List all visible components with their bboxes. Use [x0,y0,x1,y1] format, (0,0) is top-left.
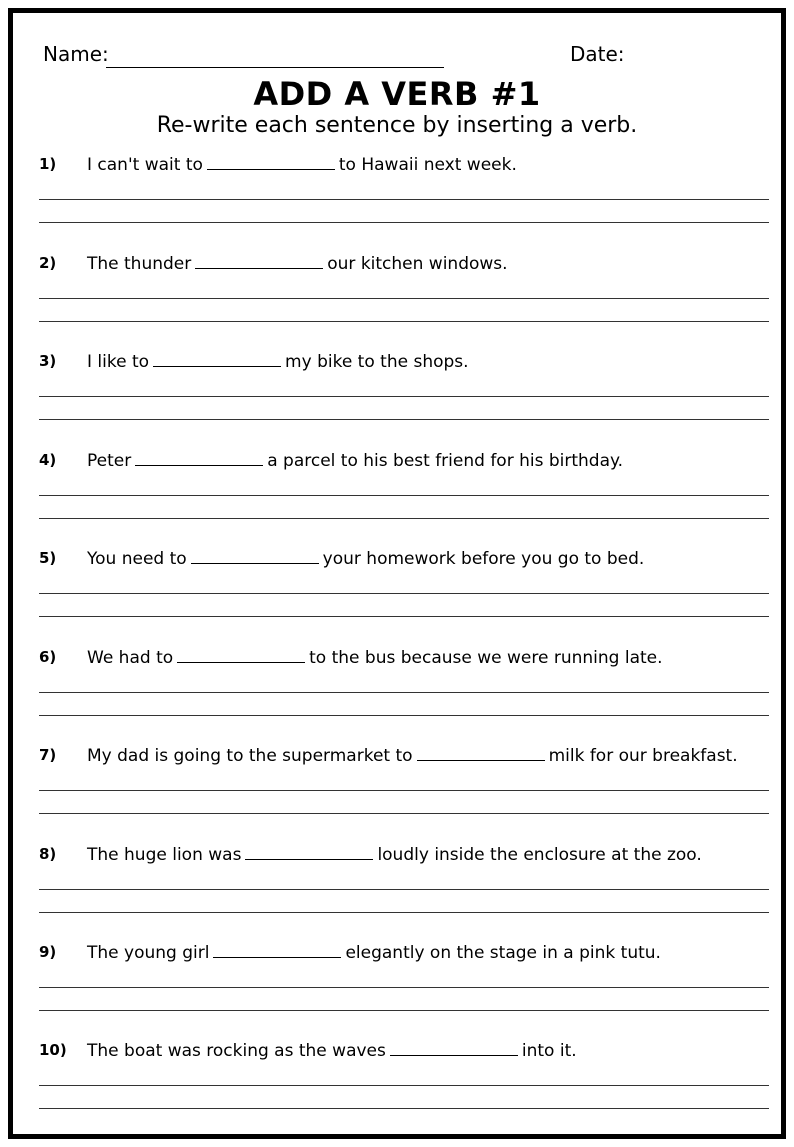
sentence-start: You need to [87,549,187,569]
writing-line [39,396,769,397]
question-5 [13,549,781,644]
question-sentence [87,648,663,668]
question-sentence [87,1041,577,1061]
question-sentence [87,549,644,569]
writing-line [39,1108,769,1109]
answer-blank [207,155,335,170]
sentence-end: our kitchen windows. [327,254,508,274]
answer-blank [245,845,373,860]
question-number: 5) [39,549,57,567]
answer-blank [177,648,305,663]
question-2 [13,254,781,349]
question-sentence [87,352,469,372]
name-line [106,67,444,68]
answer-blank [417,746,545,761]
writing-line [39,813,769,814]
question-number: 4) [39,451,57,469]
sentence-start: Peter [87,451,132,471]
question-6 [13,648,781,743]
writing-line [39,1010,769,1011]
question-number: 1) [39,155,57,173]
writing-line [39,199,769,200]
question-sentence [87,451,623,471]
question-9 [13,943,781,1038]
question-number: 6) [39,648,57,666]
sentence-start: The young girl [87,943,210,963]
writing-line [39,495,769,496]
answer-blank [213,943,341,958]
answer-blank [390,1041,518,1056]
worksheet-title: ADD A VERB #1 [253,75,541,113]
question-sentence [87,746,738,766]
answer-blank [195,254,323,269]
sentence-end: a parcel to his best friend for his birthday. [267,451,624,471]
sentence-start: I like to [87,352,150,372]
date-label: Date: [570,42,625,66]
writing-line [39,692,769,693]
sentence-start: We had to [87,648,174,668]
sentence-start: The huge lion was [87,845,242,865]
question-sentence [87,155,517,175]
question-1 [13,155,781,250]
writing-line [39,790,769,791]
sentence-end: to the bus because we were running late. [309,648,663,668]
answer-blank [135,451,263,466]
writing-line [39,593,769,594]
question-sentence [87,845,702,865]
sentence-end: loudly inside the enclosure at the zoo. [377,845,702,865]
sentence-end: to Hawaii next week. [338,155,517,175]
question-number: 9) [39,943,57,961]
sentence-end: into it. [521,1041,577,1061]
question-7 [13,746,781,841]
writing-line [39,222,769,223]
question-number: 10) [39,1041,67,1059]
sentence-start: The thunder [87,254,192,274]
writing-line [39,298,769,299]
writing-line [39,616,769,617]
worksheet [8,8,786,1139]
question-sentence [87,943,661,963]
writing-line [39,518,769,519]
writing-line [39,912,769,913]
sentence-end: your homework before you go to bed. [322,549,645,569]
sentence-end: my bike to the shops. [285,352,469,372]
question-8 [13,845,781,940]
writing-line [39,321,769,322]
writing-line [39,715,769,716]
writing-line [39,987,769,988]
sentence-end: milk for our breakfast. [548,746,738,766]
name-label: Name: [43,42,109,66]
question-number: 3) [39,352,57,370]
sentence-start: The boat was rocking as the waves [87,1041,386,1061]
writing-line [39,889,769,890]
question-number: 2) [39,254,57,272]
worksheet-instructions: Re-write each sentence by inserting a verb. [156,113,638,138]
question-number: 7) [39,746,57,764]
sentence-start: My dad is going to the supermarket to [87,746,413,766]
sentence-start: I can't wait to [87,155,203,175]
question-3 [13,352,781,447]
question-sentence [87,254,508,274]
question-4 [13,451,781,546]
writing-line [39,419,769,420]
question-10 [13,1041,781,1136]
answer-blank [153,352,281,367]
answer-blank [191,549,319,564]
question-number: 8) [39,845,57,863]
sentence-end: elegantly on the stage in a pink tutu. [345,943,661,963]
writing-line [39,1085,769,1086]
